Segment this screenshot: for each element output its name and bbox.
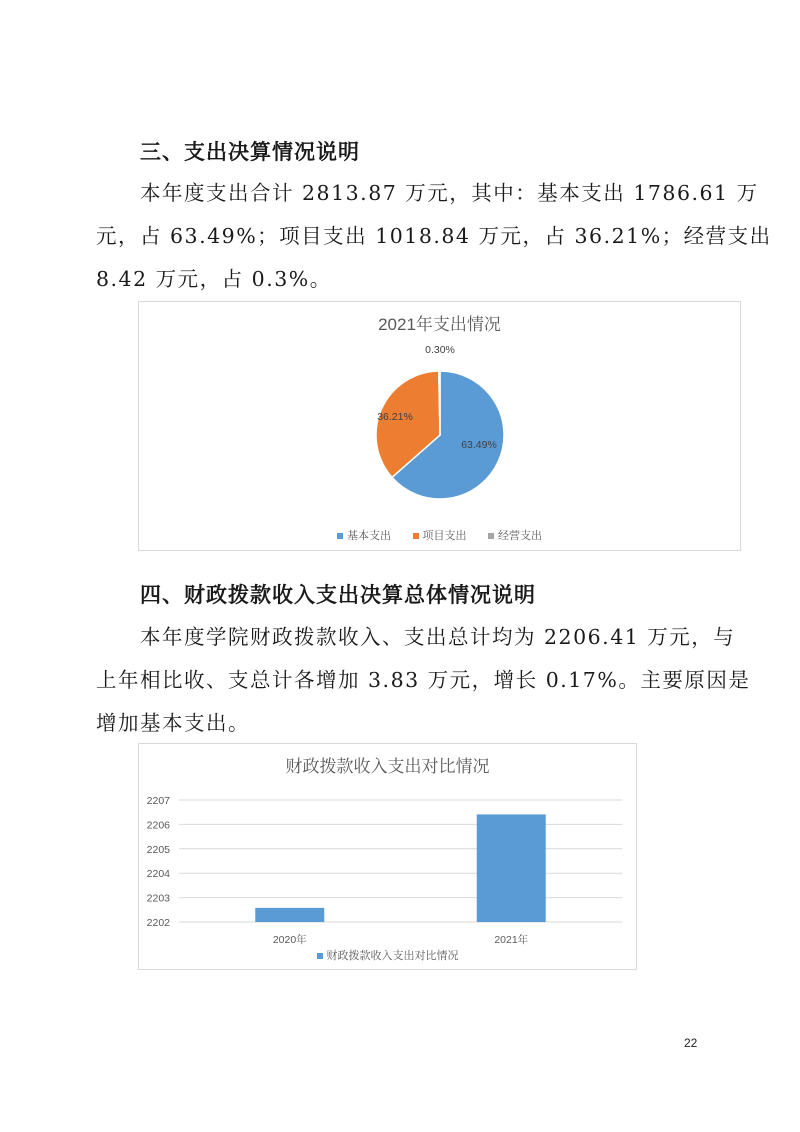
y-tick-label: 2207 [146, 795, 170, 807]
bar [477, 814, 546, 922]
y-tick-label: 2202 [146, 917, 170, 929]
pie-chart-title: 2021年支出情况 [378, 315, 501, 334]
y-tick-label: 2206 [146, 819, 170, 832]
legend-swatch-blue [337, 533, 343, 539]
bar-legend [139, 947, 636, 963]
pie-chart [139, 332, 740, 542]
pie-legend-item-operating [488, 527, 542, 543]
pie-legend-item-project [413, 527, 467, 543]
pie-legend-label: 基本支出 [347, 529, 391, 542]
bar-chart [139, 780, 636, 945]
x-tick-label: 2020年 [272, 934, 307, 945]
section3-line-3: 8.42 万元，占 0.3%。 [96, 267, 332, 291]
pie-data-label: 36.21% [377, 411, 413, 423]
pie-data-label: 0.30% [425, 344, 455, 356]
y-tick-label: 2203 [146, 892, 170, 905]
bar-legend-item [317, 947, 459, 963]
y-tick-label: 2205 [146, 843, 170, 856]
x-tick-label: 2021年 [494, 934, 529, 945]
section4-line-2: 上年相比收、支总计各增加 3.83 万元，增长 0.17%。主要原因是 [96, 668, 751, 692]
bar-chart-title: 财政拨款收入支出对比情况 [285, 757, 490, 776]
bar-legend-label: 财政拨款收入支出对比情况 [326, 949, 459, 962]
pie-legend-label: 项目支出 [422, 529, 467, 542]
legend-swatch-gray [488, 533, 494, 539]
section4-line-3: 增加基本支出。 [96, 711, 250, 735]
pie-legend-item-basic [337, 527, 391, 543]
pie-chart-frame [138, 301, 741, 551]
y-tick-label: 2204 [146, 868, 170, 881]
legend-swatch-blue [317, 953, 323, 959]
page-number: 22 [684, 1036, 698, 1050]
section3-line-2: 元，占 63.49%；项目支出 1018.84 万元，占 36.21%；经营支出 [96, 224, 772, 248]
bar-chart-frame [138, 743, 637, 970]
pie-legend-label: 经营支出 [498, 529, 542, 542]
section4-heading: 四、财政拨款收入支出决算总体情况说明 [140, 583, 536, 607]
legend-swatch-orange [413, 533, 419, 539]
pie-legend [139, 527, 740, 543]
bar [255, 908, 324, 922]
section3-line-1: 本年度支出合计 2813.87 万元，其中：基本支出 1786.61 万 [140, 181, 759, 205]
pie-data-label: 63.49% [461, 439, 497, 451]
section4-line-1: 本年度学院财政拨款收入、支出总计均为 2206.41 万元，与 [140, 625, 736, 649]
section3-heading: 三、支出决算情况说明 [140, 140, 360, 164]
